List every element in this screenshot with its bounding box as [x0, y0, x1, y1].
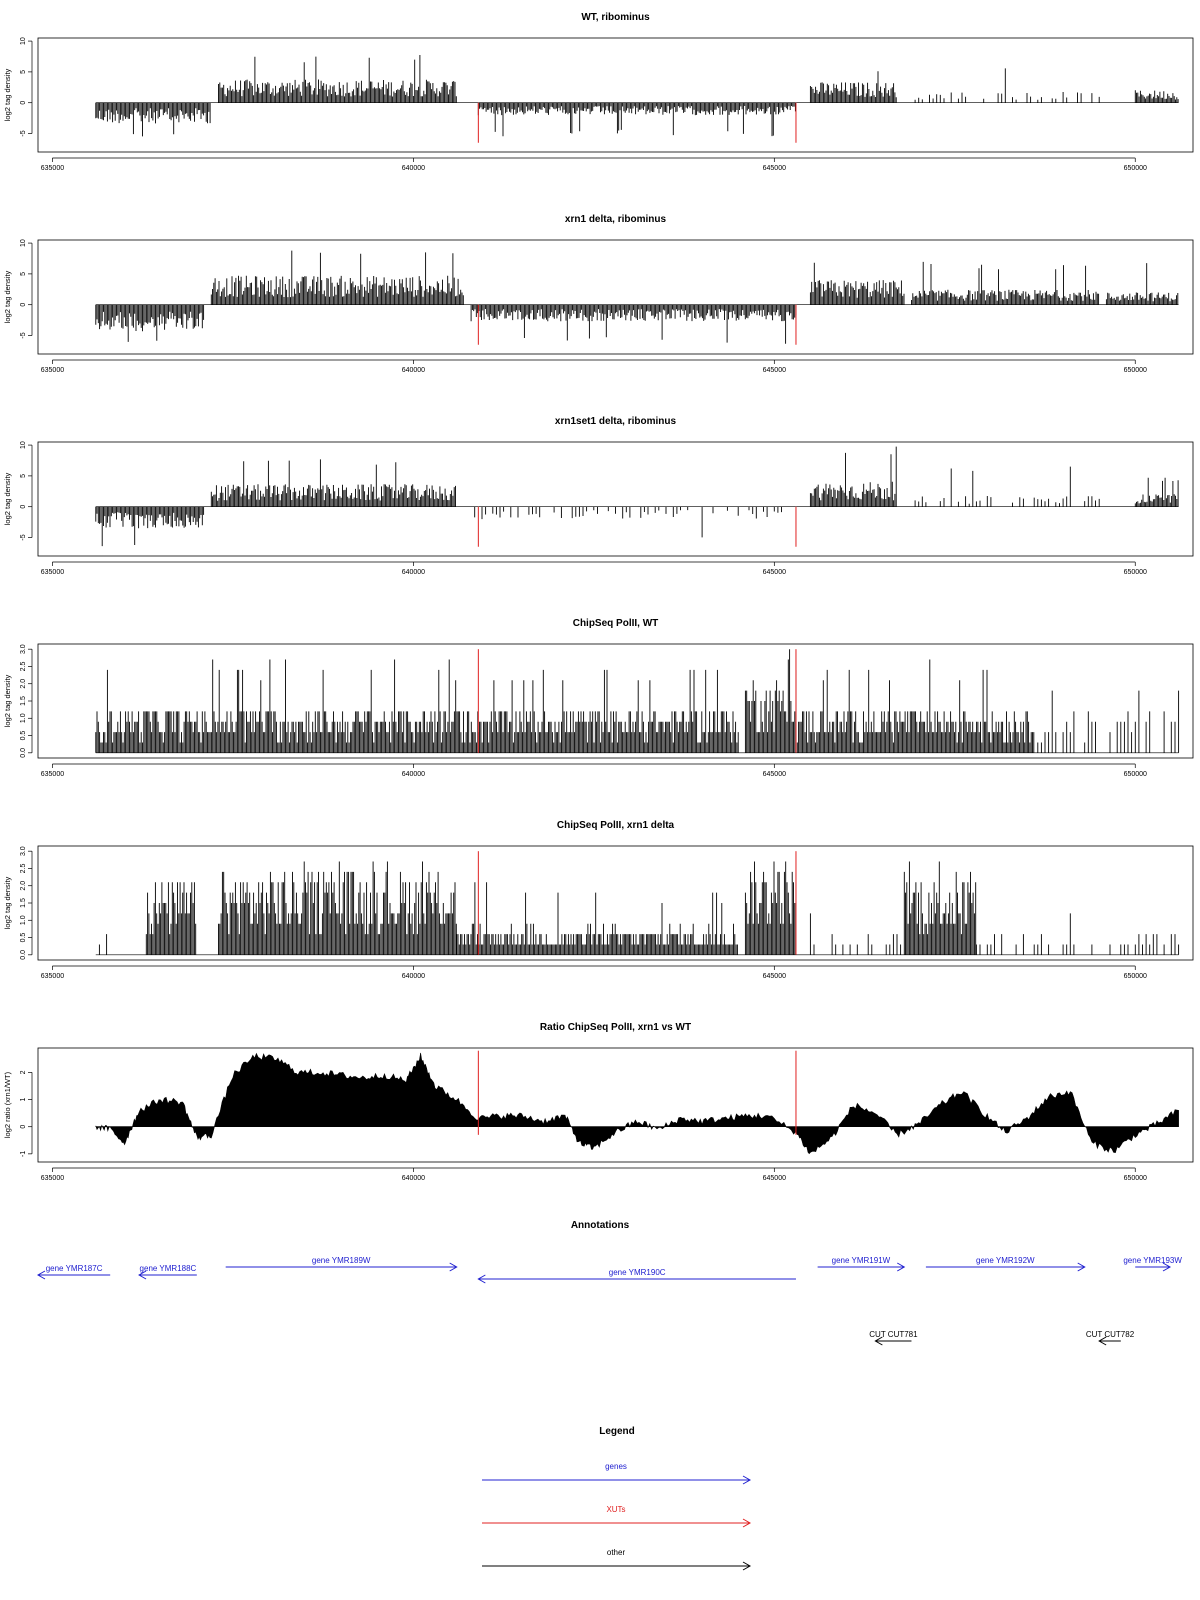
y-tick-label: 2.0 — [20, 678, 27, 689]
y-tick-label: 5 — [20, 69, 27, 74]
panel-title: xrn1set1 delta, ribominus — [554, 416, 677, 427]
y-tick-label: 0.5 — [20, 730, 27, 741]
panel-3 — [3, 416, 1193, 576]
y-tick-label: 3.0 — [20, 644, 27, 655]
gene-label: gene YMR190C — [608, 1268, 666, 1277]
annotations-track — [38, 1220, 1182, 1345]
ratio-area — [96, 1053, 1179, 1154]
y-tick-label: -1 — [20, 1150, 27, 1157]
y-axis-label: log2 ratio (xrn1/WT) — [3, 1071, 12, 1139]
panel-2 — [3, 214, 1193, 374]
signal-bars — [96, 55, 1178, 136]
y-tick-label: 10 — [20, 37, 27, 45]
y-tick-label: 2.0 — [20, 880, 27, 891]
x-tick-label: 635000 — [40, 771, 65, 778]
panel-6 — [3, 1022, 1193, 1182]
x-tick-label: 635000 — [40, 973, 65, 980]
gene-label: gene YMR188C — [139, 1264, 197, 1273]
x-tick-label: 635000 — [40, 569, 65, 576]
legend-title: Legend — [599, 1426, 635, 1437]
plot-frame — [38, 38, 1193, 152]
y-tick-label: 0.0 — [20, 747, 27, 758]
x-tick-label: 650000 — [1123, 569, 1147, 576]
y-tick-label: -5 — [20, 332, 27, 339]
y-tick-label: 0 — [20, 1124, 27, 1129]
legend-label: genes — [605, 1462, 627, 1471]
x-tick-label: 645000 — [762, 165, 786, 172]
y-tick-label: -5 — [20, 130, 27, 137]
y-tick-label: 0 — [20, 100, 27, 105]
y-tick-label: 0 — [20, 302, 27, 307]
gene-label: gene YMR191W — [831, 1256, 891, 1265]
panel-5 — [3, 820, 1193, 980]
cut-label: CUT CUT781 — [869, 1330, 918, 1339]
x-tick-label: 640000 — [401, 569, 426, 576]
y-tick-label: 2 — [20, 1070, 27, 1075]
x-tick-label: 635000 — [40, 1175, 65, 1182]
x-tick-label: 640000 — [401, 165, 426, 172]
x-tick-label: 635000 — [40, 165, 65, 172]
legend — [482, 1426, 750, 1570]
y-tick-label: 1.5 — [20, 696, 27, 706]
cut-label: CUT CUT782 — [1085, 1330, 1135, 1339]
legend-label: XUTs — [606, 1505, 626, 1514]
gene-label: gene YMR189W — [311, 1256, 371, 1265]
x-tick-label: 645000 — [762, 771, 786, 778]
signal-bars — [99, 862, 1178, 955]
x-tick-label: 650000 — [1123, 1175, 1147, 1182]
y-axis-label: log2 tag density — [3, 674, 12, 728]
x-tick-label: 650000 — [1123, 973, 1147, 980]
gene-label: gene YMR192W — [976, 1256, 1035, 1265]
y-tick-label: 10 — [20, 239, 27, 247]
gene-label: gene YMR187C — [45, 1264, 103, 1273]
y-axis-label: log2 tag density — [3, 68, 12, 122]
x-tick-label: 640000 — [401, 771, 426, 778]
signal-bars — [96, 251, 1178, 344]
legend-label: other — [606, 1548, 626, 1557]
plot-frame — [38, 1048, 1193, 1162]
x-tick-label: 650000 — [1123, 367, 1147, 374]
y-tick-label: 0.0 — [20, 949, 27, 960]
y-tick-label: 1 — [20, 1097, 27, 1102]
y-tick-label: 2.5 — [20, 863, 27, 874]
y-tick-label: 2.5 — [20, 661, 27, 672]
y-tick-label: 1.0 — [20, 915, 27, 926]
x-tick-label: 640000 — [401, 973, 426, 980]
gene-label: gene YMR193W — [1123, 1256, 1182, 1265]
y-axis-label: log2 tag density — [3, 876, 12, 930]
y-tick-label: 10 — [20, 441, 27, 449]
x-tick-label: 645000 — [762, 569, 786, 576]
y-axis-label: log2 tag density — [3, 270, 12, 324]
y-tick-label: 0.5 — [20, 932, 27, 943]
y-tick-label: -5 — [20, 534, 27, 541]
x-tick-label: 645000 — [762, 1175, 786, 1182]
panel-title: ChipSeq PolII, xrn1 delta — [556, 820, 675, 831]
x-tick-label: 640000 — [401, 1175, 426, 1182]
panel-title: ChipSeq PolII, WT — [572, 618, 659, 629]
y-tick-label: 5 — [20, 271, 27, 276]
y-tick-label: 1.0 — [20, 713, 27, 724]
annotations-title: Annotations — [570, 1220, 630, 1231]
x-tick-label: 640000 — [401, 367, 426, 374]
y-tick-label: 3.0 — [20, 846, 27, 857]
panel-title: Ratio ChipSeq PolII, xrn1 vs WT — [539, 1022, 692, 1033]
x-tick-label: 650000 — [1123, 771, 1147, 778]
y-tick-label: 5 — [20, 473, 27, 478]
panel-title: WT, ribominus — [581, 12, 650, 23]
panel-4 — [3, 618, 1193, 778]
panel-title: xrn1 delta, ribominus — [564, 214, 667, 225]
x-tick-label: 635000 — [40, 367, 65, 374]
panel-1 — [3, 12, 1193, 172]
y-tick-label: 1.5 — [20, 898, 27, 908]
y-tick-label: 0 — [20, 504, 27, 509]
signal-bars — [96, 447, 1178, 546]
x-tick-label: 645000 — [762, 367, 786, 374]
signal-bars — [96, 649, 1179, 753]
x-tick-label: 645000 — [762, 973, 786, 980]
y-axis-label: log2 tag density — [3, 472, 12, 526]
x-tick-label: 650000 — [1123, 165, 1147, 172]
